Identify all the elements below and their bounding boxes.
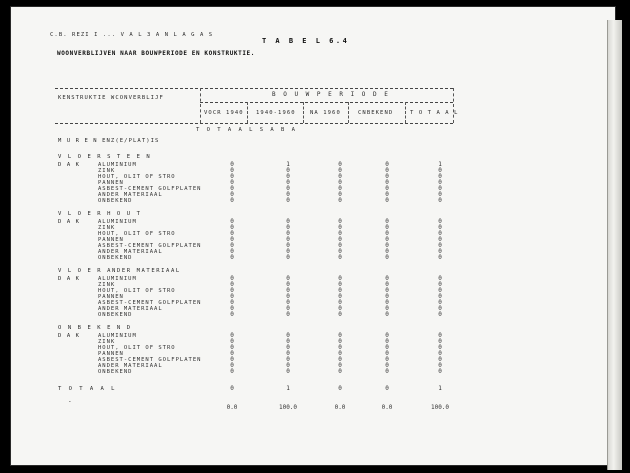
cell-value: 0 [286, 218, 290, 225]
cell-value: 0 [385, 332, 389, 339]
percent-totaal: 100.0 [430, 404, 450, 411]
cell-value: 0 [438, 242, 442, 249]
cell-value: 0 [338, 161, 342, 168]
cell-value: 0 [230, 293, 234, 300]
row-label: PANNEN [98, 237, 124, 243]
cell-value: 0 [286, 197, 290, 204]
row-label: ALUMINIUM [98, 333, 137, 339]
header-right-border [453, 88, 454, 123]
row-label: ASBEST-CEMENT GOLFPLATEN [98, 243, 202, 249]
cell-value: 0 [438, 236, 442, 243]
cell-value: 0 [230, 332, 234, 339]
percent-1940-1960: 100.0 [278, 404, 298, 411]
dak-label: D A K [58, 162, 81, 168]
cell-value: 1 [438, 161, 442, 168]
col-header-1940-1960: 1940-1960 [256, 110, 296, 116]
cell-value: 0 [438, 293, 442, 300]
cell-value: 0 [385, 173, 389, 180]
cell-value: 0 [286, 281, 290, 288]
cell-value: 0 [230, 230, 234, 237]
cell-value: 0 [286, 185, 290, 192]
cell-value: 0 [286, 305, 290, 312]
cell-value: 0 [230, 242, 234, 249]
cell-value: 0 [338, 344, 342, 351]
cell-value: 0 [338, 167, 342, 174]
cell-value: 0 [286, 254, 290, 261]
muren-label: M U R E N ENZ(E/PLAT)IS [58, 138, 160, 144]
cell-value: 0 [438, 248, 442, 255]
cell-value: 0 [338, 281, 342, 288]
cell-value: 0 [286, 338, 290, 345]
cell-value: 0 [438, 218, 442, 225]
cell-value: 0 [338, 362, 342, 369]
cell-value: 0 [338, 173, 342, 180]
cell-value: 0 [438, 275, 442, 282]
section-heading: V L O E R S T E E N [58, 154, 152, 160]
cell-value: 0 [385, 185, 389, 192]
row-label: PANNEN [98, 294, 124, 300]
cell-value: 0 [338, 338, 342, 345]
row-label: ANDER MATERIAAL [98, 363, 163, 369]
cell-value: 0 [286, 242, 290, 249]
cell-value: 0 [230, 356, 234, 363]
col-divider [303, 102, 304, 123]
cell-value: 0 [385, 305, 389, 312]
cell-value: 0 [385, 356, 389, 363]
col-header-onbekend: CNBEKEND [358, 110, 394, 116]
row-label: HOUT, OLIT OF STRO [98, 174, 176, 180]
cell-value: 0 [338, 230, 342, 237]
cell-value: 0 [230, 161, 234, 168]
header-divider [200, 88, 201, 123]
cell-value: 0 [385, 299, 389, 306]
cell-value: 0 [230, 167, 234, 174]
cell-value: 0 [230, 185, 234, 192]
cell-value: 0 [385, 344, 389, 351]
row-label: ASBEST-CEMENT GOLFPLATEN [98, 186, 202, 192]
cell-value: 0 [230, 299, 234, 306]
header-mid-rule [200, 102, 453, 103]
col-header-totaal: T O T A A L [410, 110, 459, 116]
cell-value: 0 [230, 218, 234, 225]
cell-value: 0 [230, 305, 234, 312]
binder-edge [607, 20, 622, 470]
cell-value: 0 [286, 179, 290, 186]
cell-value: 0 [438, 197, 442, 204]
cell-value: 0 [385, 362, 389, 369]
header-top-rule [55, 88, 453, 89]
cell-value: 0 [286, 224, 290, 231]
cell-value: 0 [385, 350, 389, 357]
cell-value: 0 [438, 167, 442, 174]
cell-value: 0 [230, 236, 234, 243]
col-header-na-1960: NA 1960 [310, 110, 341, 116]
totaal-1940-1960: 1 [286, 385, 290, 392]
section-heading: O N B E K E N D [58, 325, 132, 331]
row-label: ZINK [98, 282, 116, 288]
cell-value: 0 [286, 230, 290, 237]
row-label: HOUT, OLIT OF STRO [98, 288, 176, 294]
percent-onbekend: 0.0 [381, 404, 393, 411]
cell-value: 0 [385, 230, 389, 237]
cell-value: 0 [230, 248, 234, 255]
cell-value: 0 [286, 332, 290, 339]
cell-value: 0 [438, 338, 442, 345]
cell-value: 0 [338, 293, 342, 300]
dak-label: D A K [58, 219, 81, 225]
row-label: ALUMINIUM [98, 276, 137, 282]
cell-value: 0 [385, 281, 389, 288]
cell-value: 0 [438, 350, 442, 357]
col-divider [405, 102, 406, 123]
totaal-onbekend: 0 [385, 385, 389, 392]
cell-value: 0 [230, 275, 234, 282]
cell-value: 0 [286, 248, 290, 255]
cell-value: 0 [385, 368, 389, 375]
cell-value: 0 [385, 311, 389, 318]
cell-value: 0 [286, 191, 290, 198]
dak-label: D A K [58, 333, 81, 339]
cell-value: 0 [286, 344, 290, 351]
row-label: ANDER MATERIAAL [98, 249, 163, 255]
cell-value: 0 [438, 230, 442, 237]
cell-value: 0 [230, 362, 234, 369]
cell-value: 0 [385, 191, 389, 198]
cell-value: 0 [230, 344, 234, 351]
cell-value: 0 [438, 305, 442, 312]
cell-value: 0 [230, 224, 234, 231]
row-label: ALUMINIUM [98, 219, 137, 225]
totaal-na-1960: 0 [338, 385, 342, 392]
row-label: ALUMINIUM [98, 162, 137, 168]
cell-value: 0 [338, 356, 342, 363]
cell-value: 0 [286, 362, 290, 369]
cell-value: 0 [338, 248, 342, 255]
row-label: PANNEN [98, 180, 124, 186]
section-heading: V L O E R H O U T [58, 211, 142, 217]
col-divider [247, 102, 248, 123]
cell-value: 0 [338, 305, 342, 312]
cell-value: 0 [286, 356, 290, 363]
totaal-label: T O T A A L [58, 386, 117, 392]
cell-value: 0 [385, 224, 389, 231]
cell-value: 0 [438, 287, 442, 294]
cell-value: 0 [286, 236, 290, 243]
cell-value: 0 [438, 299, 442, 306]
row-header-label: KENSTRUKTIE WCONVERBLIJF [58, 95, 164, 101]
cell-value: 0 [338, 299, 342, 306]
cell-value: 0 [230, 287, 234, 294]
cell-value: 0 [385, 242, 389, 249]
cell-value: 0 [230, 191, 234, 198]
row-label: PANNEN [98, 351, 124, 357]
totaal-totaal: 1 [438, 385, 442, 392]
cell-value: 0 [286, 368, 290, 375]
cell-value: 0 [230, 197, 234, 204]
table-number: T A B E L 6.4 [262, 37, 350, 45]
cell-value: 0 [230, 173, 234, 180]
row-label: ASBEST-CEMENT GOLFPLATEN [98, 300, 202, 306]
cell-value: 0 [230, 281, 234, 288]
col-header-voor-1940: VOCR 1940 [204, 110, 244, 116]
row-label: ONBEKEND [98, 312, 133, 318]
cell-value: 0 [385, 287, 389, 294]
cell-value: 0 [385, 218, 389, 225]
cell-value: 0 [338, 224, 342, 231]
cell-value: 0 [338, 191, 342, 198]
cell-value: 0 [385, 161, 389, 168]
cell-value: 0 [230, 368, 234, 375]
cell-value: 0 [438, 224, 442, 231]
cell-value: 0 [338, 242, 342, 249]
cell-value: 0 [438, 356, 442, 363]
cell-value: 0 [338, 236, 342, 243]
cell-value: 0 [385, 197, 389, 204]
cell-value: 0 [438, 332, 442, 339]
row-label: ZINK [98, 225, 116, 231]
row-label: ONBEKEND [98, 255, 133, 261]
table-title: WOONVERBLIJVEN NAAR BOUWPERIODE EN KONSTRUKTIE. [57, 50, 255, 57]
cell-value: 0 [338, 350, 342, 357]
section-heading: V L O E R ANDER MATERIAAL [58, 268, 181, 274]
cell-value: 0 [286, 293, 290, 300]
cell-value: 0 [286, 287, 290, 294]
cell-value: 0 [286, 311, 290, 318]
totaal-saba-label: T O T A A L S A B A [196, 127, 297, 133]
row-label: ONBEKEND [98, 369, 133, 375]
cell-value: 0 [230, 350, 234, 357]
cell-value: 0 [338, 311, 342, 318]
row-label: HOUT, OLIT OF STRO [98, 345, 176, 351]
header-line: C.B. REZI I ... V A L 3 A N L A G A S [50, 32, 214, 38]
row-label: HOUT, OLIT OF STRO [98, 231, 176, 237]
cell-value: 0 [385, 179, 389, 186]
cell-value: 0 [438, 344, 442, 351]
percent-na-1960: 0.0 [334, 404, 346, 411]
totaal-voor-1940: 0 [230, 385, 234, 392]
cell-value: 0 [385, 338, 389, 345]
cell-value: 0 [438, 281, 442, 288]
row-label: ASBEST-CEMENT GOLFPLATEN [98, 357, 202, 363]
cell-value: 0 [338, 275, 342, 282]
row-label: ANDER MATERIAAL [98, 306, 163, 312]
cell-value: 0 [385, 293, 389, 300]
cell-value: 0 [438, 173, 442, 180]
dak-label: D A K [58, 276, 81, 282]
cell-value: 0 [286, 350, 290, 357]
percent-voor-1940: 0.0 [226, 404, 238, 411]
cell-value: 0 [438, 368, 442, 375]
col-divider [348, 102, 349, 123]
cell-value: 0 [286, 299, 290, 306]
cell-value: 0 [338, 332, 342, 339]
cell-value: 0 [385, 248, 389, 255]
cell-value: 0 [338, 197, 342, 204]
cell-value: 0 [230, 179, 234, 186]
cell-value: 0 [438, 254, 442, 261]
cell-value: 0 [338, 179, 342, 186]
cell-value: 0 [385, 275, 389, 282]
cell-value: 0 [438, 191, 442, 198]
cell-value: 0 [338, 254, 342, 261]
cell-value: 0 [338, 368, 342, 375]
header-bottom-rule [55, 123, 453, 124]
cell-value: 0 [338, 185, 342, 192]
cell-value: 0 [230, 311, 234, 318]
bouwperiode-header: B O U W P E R I O D E [272, 91, 390, 98]
cell-value: 0 [286, 167, 290, 174]
cell-value: 0 [338, 218, 342, 225]
cell-value: 0 [438, 311, 442, 318]
row-label: ANDER MATERIAAL [98, 192, 163, 198]
cell-value: 0 [438, 362, 442, 369]
cell-value: 0 [230, 338, 234, 345]
row-label: ONBEKEND [98, 198, 133, 204]
cell-value: 0 [338, 287, 342, 294]
document-page [10, 6, 616, 466]
row-label: ZINK [98, 168, 116, 174]
cell-value: 0 [286, 173, 290, 180]
row-label: ZINK [98, 339, 116, 345]
cell-value: 0 [385, 236, 389, 243]
margin-mark: - [68, 398, 72, 405]
cell-value: 0 [438, 179, 442, 186]
cell-value: 1 [286, 161, 290, 168]
cell-value: 0 [438, 185, 442, 192]
cell-value: 0 [286, 275, 290, 282]
cell-value: 0 [385, 254, 389, 261]
cell-value: 0 [385, 167, 389, 174]
cell-value: 0 [230, 254, 234, 261]
